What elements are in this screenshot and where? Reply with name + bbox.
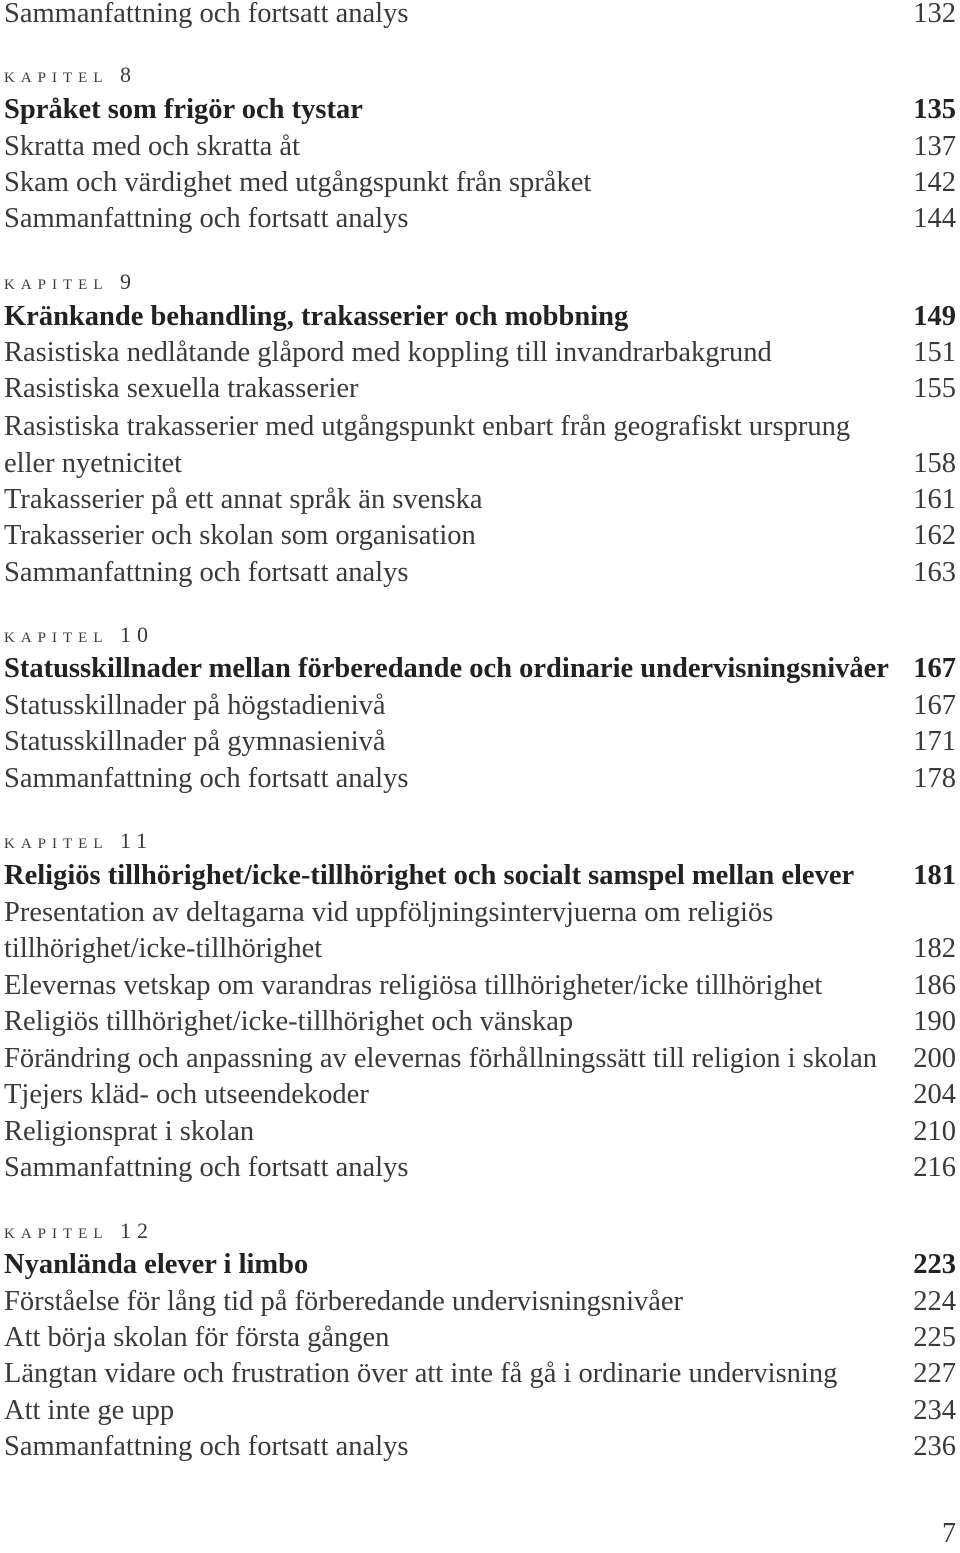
entry-title: Trakasserier på ett annat språk än svenska <box>4 484 483 515</box>
chapter-label: kapitel 9 <box>4 269 137 294</box>
entry-title: Rasistiska sexuella trakasserier <box>4 373 359 404</box>
entry-title: Tjejers kläd- och utseendekoder <box>4 1079 369 1110</box>
entry-page: 171 <box>913 726 956 757</box>
entry-title: Statusskillnader på högstadienivå <box>4 690 386 721</box>
entry-page: 210 <box>913 1116 956 1147</box>
entry-page: 137 <box>913 131 956 162</box>
entry-page: 236 <box>913 1431 956 1462</box>
toc-entry <box>4 968 956 1004</box>
toc-entry <box>4 335 956 371</box>
entry-page: 161 <box>913 484 956 515</box>
entry-page: 151 <box>913 337 956 368</box>
entry-page: 167 <box>913 653 956 684</box>
chapter-heading <box>4 299 956 335</box>
entry-title: Statusskillnader på gymnasienivå <box>4 726 386 757</box>
chapter-label: kapitel 12 <box>4 1218 154 1243</box>
toc-entry-continued <box>4 931 956 967</box>
entry-page: 167 <box>913 690 956 721</box>
entry-page: 181 <box>913 860 956 891</box>
entry-page: 178 <box>913 763 956 794</box>
toc-entry <box>4 895 956 931</box>
entry-page: 200 <box>913 1043 956 1074</box>
entry-page: 135 <box>913 94 956 125</box>
entry-page: 132 <box>913 0 956 29</box>
toc-entry <box>4 371 956 407</box>
entry-title: Att inte ge upp <box>4 1395 175 1426</box>
toc-entry <box>4 724 956 760</box>
entry-title: Att börja skolan för första gången <box>4 1322 390 1353</box>
toc-entry <box>4 482 956 518</box>
toc-entry <box>4 555 956 591</box>
entry-page: 149 <box>913 301 956 332</box>
entry-title: Religiös tillhörighet/icke-tillhörighet och socialt samspel mellan elever <box>4 860 855 891</box>
entry-title: Längtan vidare och frustration över att inte få gå i ordinarie undervisning <box>4 1358 838 1389</box>
entry-page: 158 <box>913 448 956 479</box>
entry-title: Sammanfattning och fortsatt analys <box>4 0 409 29</box>
entry-title: Nyanlända elever i limbo <box>4 1249 309 1280</box>
toc-entry <box>4 1004 956 1040</box>
toc-entry <box>4 518 956 554</box>
chapter-label: kapitel 10 <box>4 622 154 647</box>
toc-entry <box>4 1041 956 1077</box>
toc-entry <box>4 688 956 724</box>
entry-title: Sammanfattning och fortsatt analys <box>4 763 409 794</box>
entry-title: Presentation av deltagarna vid uppföljningsintervjuerna om religiös <box>4 897 774 928</box>
entry-page: 155 <box>913 373 956 404</box>
toc-entry <box>4 1356 956 1392</box>
entry-title: Skam och värdighet med utgångspunkt från språket <box>4 167 592 198</box>
entry-page: 182 <box>913 933 956 964</box>
toc-entry-continued <box>4 446 956 482</box>
toc-entry <box>4 201 956 237</box>
entry-title: Sammanfattning och fortsatt analys <box>4 557 409 588</box>
entry-page: 186 <box>913 970 956 1001</box>
entry-page: 144 <box>913 203 956 234</box>
toc-entry <box>4 761 956 797</box>
toc-entry <box>4 1284 956 1320</box>
toc-entry <box>4 1077 956 1113</box>
entry-title: Förståelse för lång tid på förberedande undervisningsnivåer <box>4 1286 684 1317</box>
toc-entry <box>4 165 956 201</box>
entry-title: Skratta med och skratta åt <box>4 131 300 162</box>
toc-entry <box>4 1429 956 1465</box>
entry-page: 223 <box>913 1249 956 1280</box>
chapter-label: kapitel 11 <box>4 828 154 853</box>
toc-entry <box>4 409 956 445</box>
entry-title: Religionsprat i skolan <box>4 1116 255 1147</box>
entry-title: Elevernas vetskap om varandras religiösa tillhörigheter/icke tillhörighet <box>4 970 823 1001</box>
entry-page: 224 <box>913 1286 956 1317</box>
toc-entry <box>4 1114 956 1150</box>
page-number: 7 <box>942 1518 956 1549</box>
entry-title: Rasistiska trakasserier med utgångspunkt enbart från geografiskt ursprung <box>4 411 851 442</box>
entry-title-continued: eller nyetnicitet <box>4 448 183 479</box>
toc-entry <box>4 1320 956 1356</box>
entry-page: 190 <box>913 1006 956 1037</box>
entry-page: 216 <box>913 1152 956 1183</box>
chapter-heading <box>4 858 956 894</box>
entry-page: 142 <box>913 167 956 198</box>
toc-entry <box>4 1150 956 1186</box>
toc-entry <box>4 1393 956 1429</box>
entry-title: Rasistiska nedlåtande glåpord med koppling till invandrarbakgrund <box>4 337 772 368</box>
entry-title: Sammanfattning och fortsatt analys <box>4 1152 409 1183</box>
toc-entry <box>4 0 956 32</box>
entry-page: 225 <box>913 1322 956 1353</box>
entry-title: Kränkande behandling, trakasserier och mobbning <box>4 301 629 332</box>
entry-title: Statusskillnader mellan förberedande och ordinarie undervisningsnivåer <box>4 653 889 684</box>
entry-page: 163 <box>913 557 956 588</box>
entry-title-continued: tillhörighet/icke-tillhörighet <box>4 933 323 964</box>
chapter-heading <box>4 651 956 687</box>
entry-title: Sammanfattning och fortsatt analys <box>4 203 409 234</box>
entry-title: Sammanfattning och fortsatt analys <box>4 1431 409 1462</box>
entry-page: 162 <box>913 520 956 551</box>
chapter-heading <box>4 1247 956 1283</box>
chapter-heading <box>4 92 956 128</box>
entry-page: 234 <box>913 1395 956 1426</box>
entry-page: 204 <box>913 1079 956 1110</box>
chapter-label: kapitel 8 <box>4 62 137 87</box>
entry-title: Trakasserier och skolan som organisation <box>4 520 476 551</box>
entry-title: Språket som frigör och tystar <box>4 94 363 125</box>
entry-page: 227 <box>913 1358 956 1389</box>
toc-entry <box>4 129 956 165</box>
entry-title: Förändring och anpassning av elevernas förhållningssätt till religion i skolan <box>4 1043 878 1074</box>
entry-title: Religiös tillhörighet/icke-tillhörighet och vänskap <box>4 1006 574 1037</box>
